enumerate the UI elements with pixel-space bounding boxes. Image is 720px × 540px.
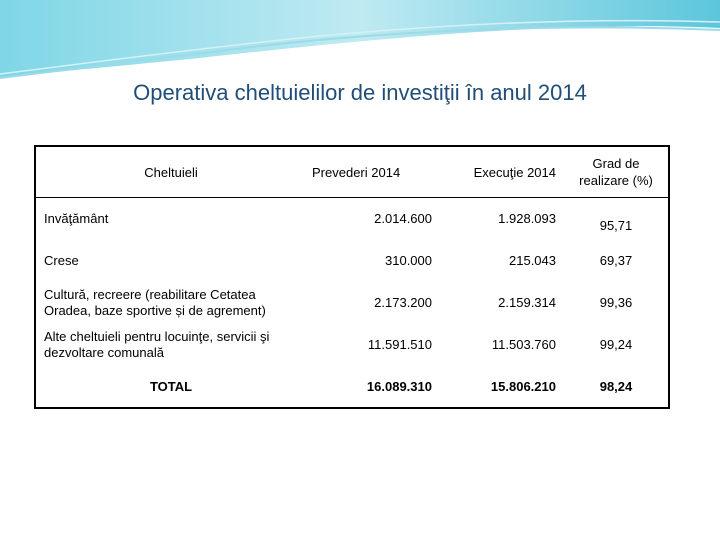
total-prevederi: 16.089.310 [366,378,432,394]
row-prevederi: 11.591.510 [367,337,432,352]
table-row [35,198,669,240]
total-grad: 98,24 [599,378,633,394]
table-row [35,282,669,324]
row-executie: 1.928.093 [498,211,556,227]
row-prevederi: 2.173.200 [374,295,432,310]
row-name: Cultură, recreere (reabilitare Cetatea Oradea, baze sportive și de agrement) [44,286,266,318]
total-label: TOTAL [149,378,193,394]
header-grad: Grad de realizare (%) [564,146,669,198]
header-prevederi: Prevederi 2014 [306,146,440,198]
header-wave-decoration [0,0,720,90]
row-name: Alte cheltuieli pentru locuinţe, servicii şi dezvoltare comunală [44,328,270,360]
row-executie: 215.043 [509,253,556,268]
table-row [35,240,669,282]
row-prevederi: 2.014.600 [374,211,432,227]
row-executie: 2.159.314 [498,295,556,310]
row-grad: 99,36 [599,295,633,310]
row-grad: 99,24 [599,337,633,352]
row-name: Invăţământ [44,211,109,227]
header-cheltuieli: Cheltuieli [35,146,306,198]
row-grad: 95,71 [599,218,633,234]
total-executie: 15.806.210 [490,378,556,394]
row-grad: 69,37 [599,253,633,268]
table-row [35,324,669,366]
row-prevederi: 310.000 [385,253,432,268]
row-name: Crese [44,253,79,268]
table-total-row [35,366,669,408]
slide-title: Operativa cheltuielilor de investiţii în anul 2014 [133,80,587,105]
investment-table [34,145,670,409]
header-executie: Execuţie 2014 [440,146,564,198]
table-header-row [35,146,669,198]
row-executie: 11.503.760 [491,337,556,352]
